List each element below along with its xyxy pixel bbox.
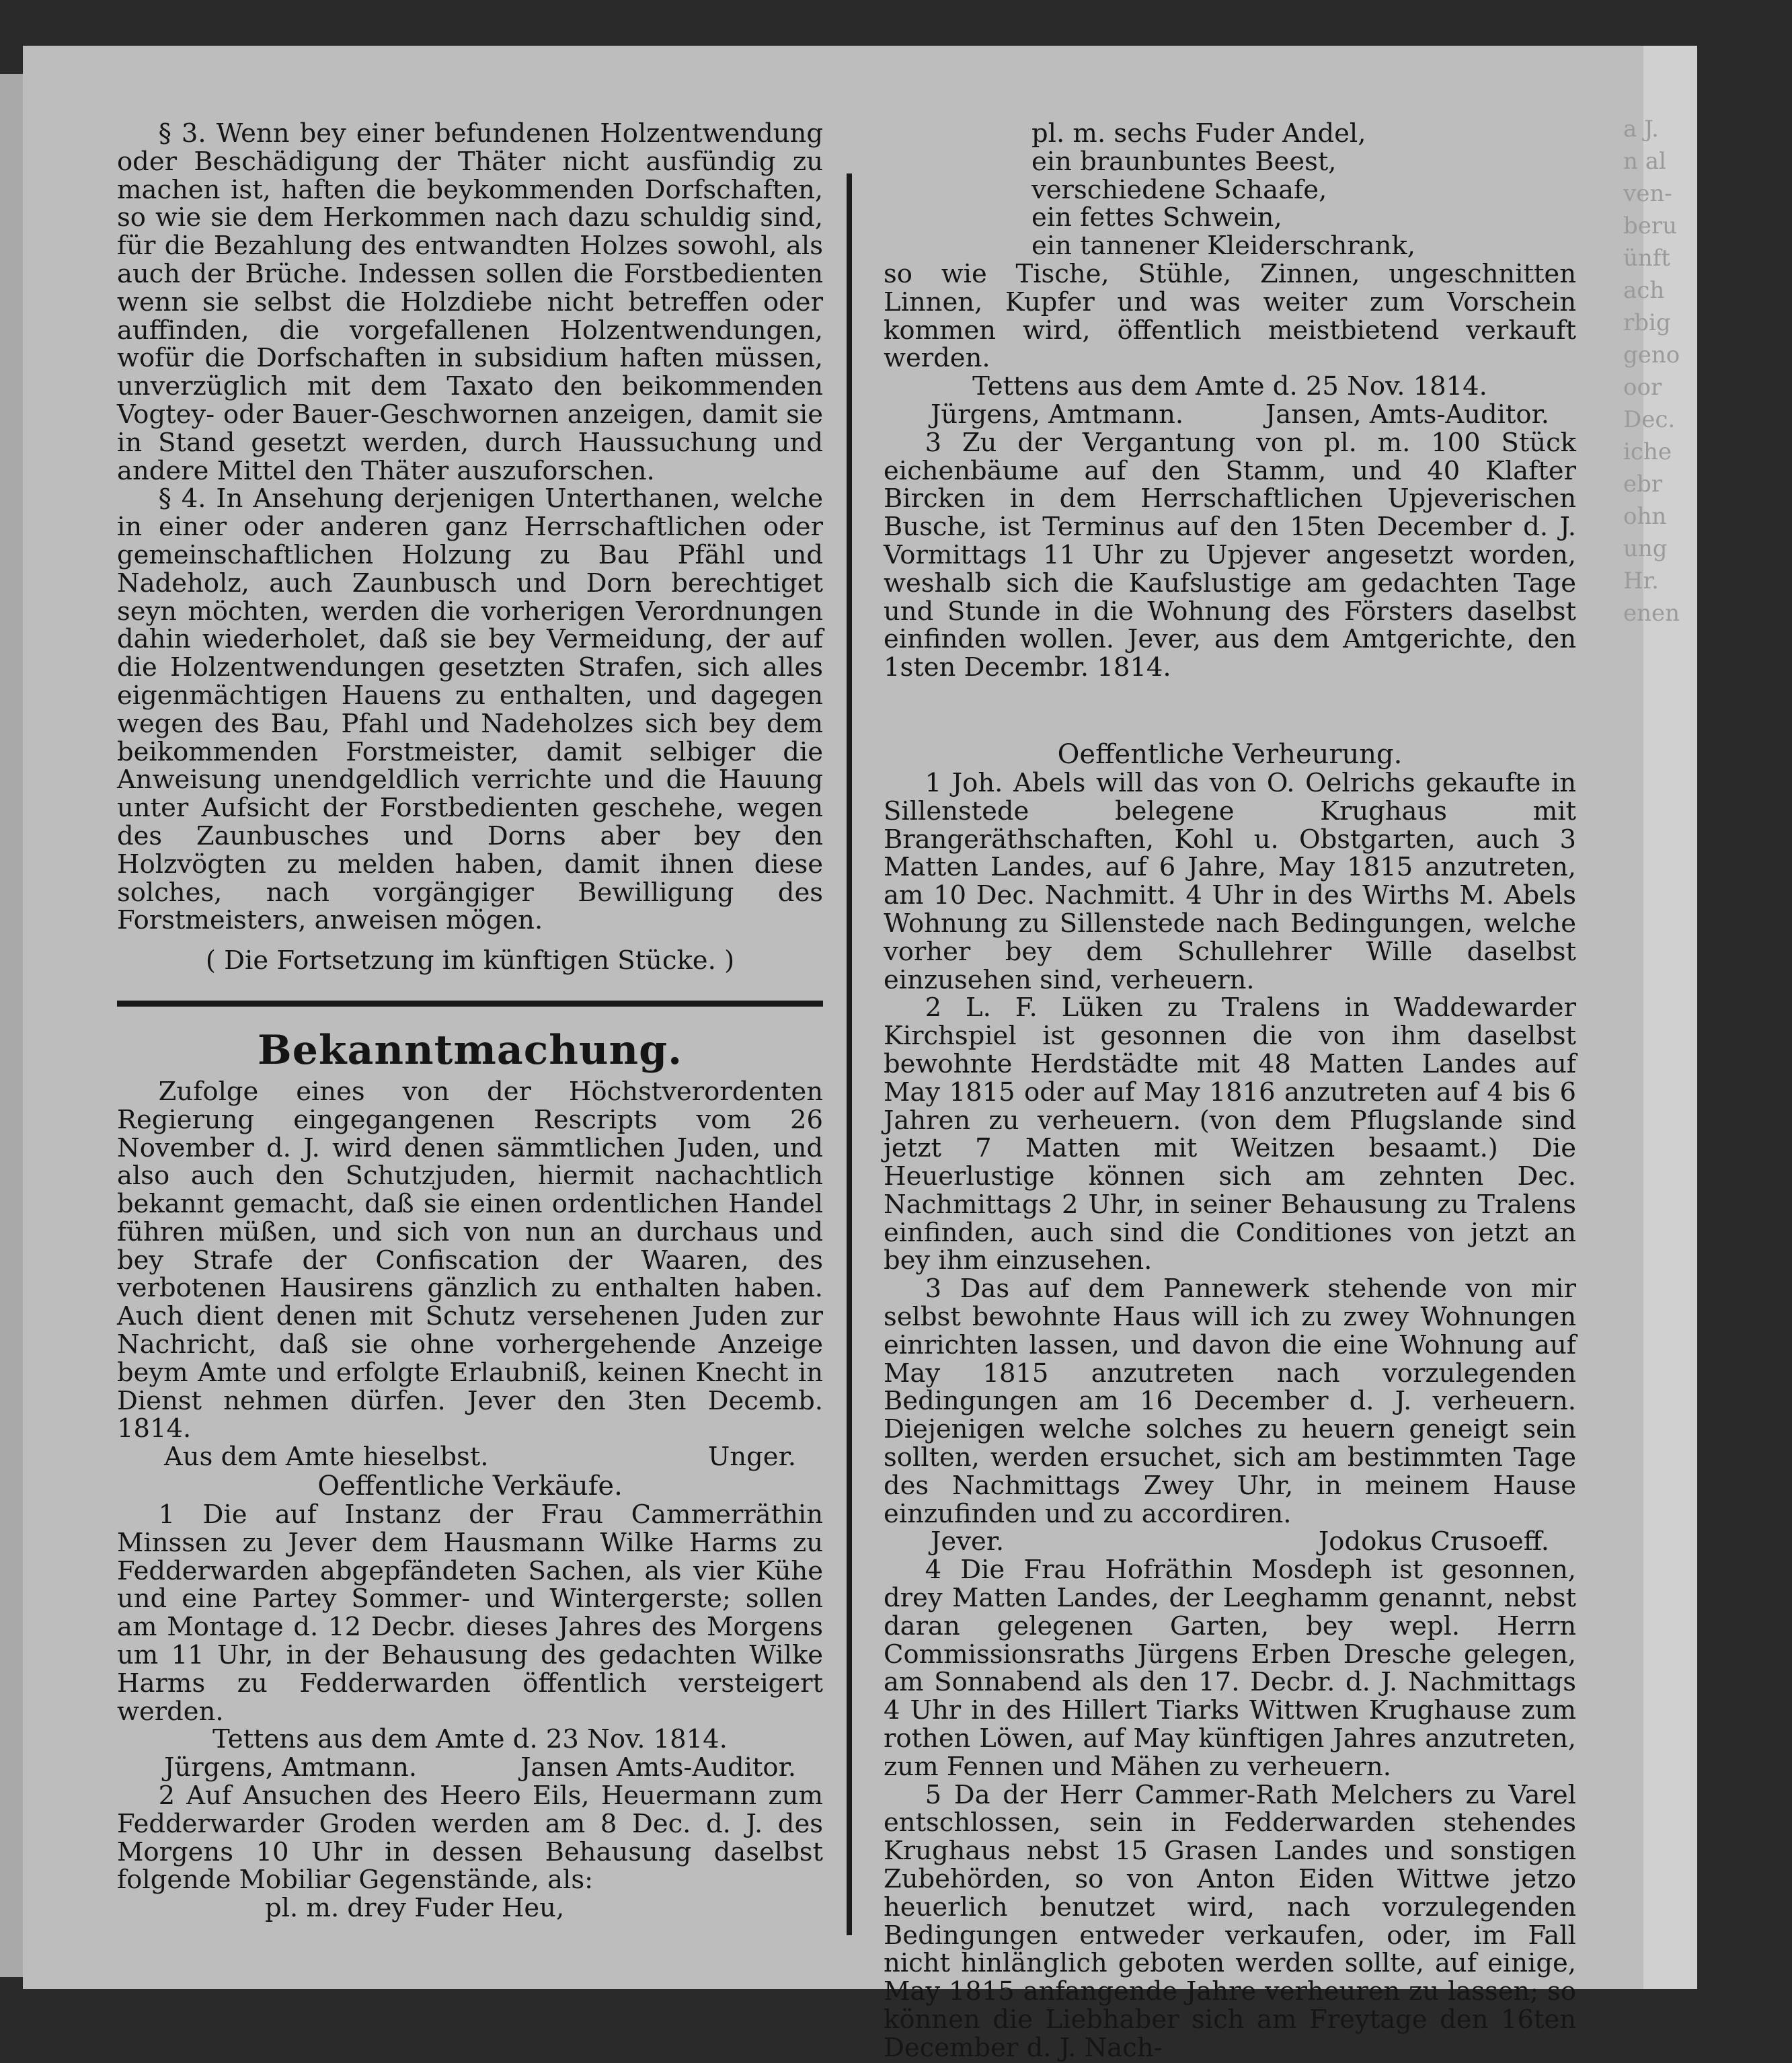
rental-2-text: 2 L. F. Lüken zu Tralens in Waddewarder Kirchspiel ist gesonnen die von ihm daselbst bewohnte Herdstädte mit 48 Matten Landes auf May 1815 oder auf May 1816 anzutreten auf 4 bis 6 Jahren zu verheuern. (von dem Pflugslande sind jetzt 7 Matten mit Weitzen besaamt.) Die Heuerlustige können sich am zehnten Dec. Nachmittags 2 Uhr, in seiner Behausung zu Tralens einfinden, auch sind die Conditiones von jetzt an bey ihm einzusehen. xyxy=(884,992,1576,1276)
sale-1-signature xyxy=(117,1754,823,1782)
sale-2-signer-left: Jürgens, Amtmann. xyxy=(931,399,1184,430)
bleed-line: a J. xyxy=(1623,116,1659,143)
bleed-line: n al xyxy=(1623,148,1666,175)
rental-3-signer: Jodokus Crusoeff. xyxy=(1318,1526,1549,1557)
newspaper-page xyxy=(23,46,1697,2063)
bleed-line: rbig xyxy=(1623,309,1671,336)
announcement-office: Aus dem Amte hieselbst. xyxy=(164,1442,489,1473)
bleed-line: iche xyxy=(1623,438,1672,465)
sale-2-signature xyxy=(884,401,1576,429)
sale-2-item: ein fettes Schwein, xyxy=(1031,202,1282,233)
right-column xyxy=(884,120,1576,2062)
announcement-signer: Unger. xyxy=(707,1442,796,1473)
sale-2-item: pl. m. sechs Fuder Andel, xyxy=(1031,118,1366,149)
sale-2-continuation: so wie Tische, Stühle, Zinnen, ungeschnitten Linnen, Kupfer und was weiter zum Vorschein kommen wird, öffentlich meistbietend verkauft werden. xyxy=(884,258,1576,374)
sale-2-item: ein tannener Kleiderschrank, xyxy=(1031,231,1415,262)
bleed-line: Hr. xyxy=(1623,568,1659,594)
left-column xyxy=(117,120,823,1922)
bleed-line: ünft xyxy=(1623,245,1671,272)
adjacent-page-edge xyxy=(0,74,23,1977)
bleed-line: geno xyxy=(1623,342,1680,368)
sale-2-signer-right: Jansen, Amts-Auditor. xyxy=(1265,399,1549,430)
column-divider xyxy=(847,173,852,1935)
sales-heading: Oeffentliche Verkäufe. xyxy=(317,1471,623,1502)
bleed-line: enen xyxy=(1623,600,1680,627)
rental-heading: Oeffentliche Verheurung. xyxy=(1057,738,1403,770)
paragraph-section-4: § 4. In Ansehung derjenigen Unterthanen, welche in einer oder anderen ganz Herrschaftlichen oder gemeinschaftlichen Holzung zu Bau Pfähl und Nadeholz, auch Zaunbusch und Dorn berechtiget seyn möchten, werden die vorherigen Verordnungen dahin wiederholet, daß sie bey Vermeidung, der auf die Holzentwendungen gesetzten Strafen, sich alles eigenmächtigen Hauens zu enthalten, und dagegen wegen des Bau, Pfahl und Nadeholzes sich bey dem beikommenden Forstmeister, damit selbiger die Anweisung unendgeldlich verrichte und die Hauung unter Aufsicht der Forstbedienten geschehe, wegen des Zaunbusches und Dorns aber bey den Holzvögten zu melden haben, damit ihnen diese solches, nach vorgängiger Bewilligung des Forstmeisters, anweisen mögen. xyxy=(117,483,823,936)
sale-2-text: 2 Auf Ansuchen des Heero Eils, Heuermann zum Fedderwarder Groden werden am 8 Dec. d. J. des Morgens 10 Uhr in dessen Behausung daselbst folgende Mobiliar Gegenstände, als: xyxy=(117,1781,823,1896)
spacer xyxy=(884,682,1576,740)
sale-1-signer-left: Jürgens, Amtmann. xyxy=(164,1752,418,1783)
bleed-line: ung xyxy=(1623,535,1668,562)
announcement-heading: Bekanntmachung. xyxy=(258,1026,683,1074)
bleed-line: ach xyxy=(1623,277,1665,304)
bleed-through-text xyxy=(1623,46,1697,2056)
sale-1-date: Tettens aus dem Amte d. 23 Nov. 1814. xyxy=(212,1724,728,1755)
section-rule xyxy=(117,1001,823,1007)
bleed-line: ebr xyxy=(1623,471,1663,498)
announcement-signature xyxy=(117,1443,823,1471)
sale-2-date: Tettens aus dem Amte d. 25 Nov. 1814. xyxy=(972,371,1487,402)
rental-1-text: 1 Joh. Abels will das von O. Oelrichs gekaufte in Sillenstede belegene Krughaus mit Brangeräthschaften, Kohl u. Obstgarten, auch 3 Matten Landes, auf 6 Jahre, May 1815 anzutreten, am 10 Dec. Nachmitt. 4 Uhr in des Wirths M. Abels Wohnung zu Sillenstede nach Bedingungen, welche vorher bey dem Schullehrer Wille daselbst einzusehen sind, verheuern. xyxy=(884,767,1576,995)
rental-3-text: 3 Das auf dem Pannewerk stehende von mir selbst bewohnte Haus will ich zu zwey Wohnungen einrichten lassen, und davon die eine Wohnung auf May 1815 anzutreten nach vorzulegenden Bedingungen am 16 December d. J. verheuern. Diejenigen welche solches zu heuern geneigt sein sollten, werden ersuchet, sich am bestimmten Tage des Nachmittags Zwey Uhr, in meinem Hause einzufinden und zu accordiren. xyxy=(884,1274,1576,1529)
announcement-text: Zufolge eines von der Höchstverordenten Regierung eingegangenen Rescripts vom 26 November d. J. wird denen sämmtlichen Juden, und also auch den Schutzjuden, hiermit nachachtlich bekannt gemacht, daß sie einen ordentlichen Handel führen müßen, und sich von nun an durchaus und bey Strafe der Confiscation der Waaren, des verbotenen Hausirens gänzlich zu enthalten haben. Auch dient denen mit Schutz versehenen Juden zur Nachricht, daß sie ohne vorhergehende Anzeige beym Amte und erfolgte Erlaubniß, keinen Knecht in Dienst nehmen dürfen. Jever den 3ten Decemb. 1814. xyxy=(117,1076,823,1444)
bleed-line: beru xyxy=(1623,212,1678,239)
sale-2-item: ein braunbuntes Beest, xyxy=(1031,146,1337,177)
sale-1-signer-right: Jansen Amts-Auditor. xyxy=(520,1752,796,1783)
bleed-line: oor xyxy=(1623,374,1662,401)
bleed-line: Dec. xyxy=(1623,406,1676,433)
sale-2-item: verschiedene Schaafe, xyxy=(1031,174,1327,205)
rental-4-text: 4 Die Frau Hofräthin Mosdeph ist gesonnen, drey Matten Landes, der Leeghamm genannt, nebst daran gelegenen Garten, bey wepl. Herrn Commissionsraths Jürgens Erben Dresche gelegen, am Sonnabend als den 17. Decbr. d. J. Nachmittags 4 Uhr in des Hillert Tiarks Wittwen Krughause zum rothen Löwen, auf May künftigen Jahres anzutreten, zum Fennen und Mähen zu verheuern. xyxy=(884,1555,1576,1782)
bleed-line: ven- xyxy=(1623,180,1672,207)
rental-3-place: Jever. xyxy=(931,1526,1005,1557)
rental-3-signature xyxy=(884,1528,1576,1556)
sale-2-item: pl. m. drey Fuder Heu, xyxy=(265,1893,565,1924)
continuation-note: ( Die Fortsetzung im künftigen Stücke. ) xyxy=(205,945,735,976)
paragraph-section-3: § 3. Wenn bey einer befundenen Holzentwendung oder Beschädigung der Thäter nicht ausfündig zu machen ist, haften die beykommenden Dorfschaften, so wie sie dem Herkommen nach dazu schuldig sind, für die Bezahlung des entwandten Holzes sowohl, als auch der Brüche. Indessen sollen die Forstbedienten wenn sie selbst die Holzdiebe nicht betreffen oder auffinden, die vorgefallenen Holzentwendungen, wofür die Dorfschaften in subsidium haften müssen, unverzüglich mit dem Taxato den beikommenden Vogtey- oder Bauer-Geschwornen anzeigen, damit sie in Stand gesetzt werden, durch Haussuchung und andere Mittel den Thäter auszuforschen. xyxy=(117,118,823,486)
sale-1-text: 1 Die auf Instanz der Frau Cammerräthin Minssen zu Jever dem Hausmann Wilke Harms zu Fedderwarden abgepfändeten Sachen, als vier Kühe und eine Partey Sommer- und Wintergerste; sollen am Montage d. 12 Decbr. dieses Jahres des Morgens um 11 Uhr, in der Behausung des gedachten Wilke Harms zu Fedderwarden öffentlich versteigert werden. xyxy=(117,1500,823,1727)
rental-5-text: 5 Da der Herr Cammer-Rath Melchers zu Varel entschlossen, sein in Fedderwarden stehendes Krughaus nebst 15 Grasen Landes und sonstigen Zubehörden, so von Anton Eiden Wittwe jetzo heuerlich benutzet wird, nach vorzulegenden Bedingungen entweder verkaufen, oder, im Fall nicht hinlänglich geboten werden sollte, auf einige, May 1815 anfangende Jahre verheuren zu lassen; so können die Liebhaber sich am Freytage den 16ten December d. J. Nach- xyxy=(884,1779,1576,2063)
sale-3-text: 3 Zu der Vergantung von pl. m. 100 Stück eichenbäume auf den Stamm, und 40 Klafter Bircken in dem Herrschaftlichen Upjeverischen Busche, ist Terminus auf den 15ten December d. J. Vormittags 11 Uhr zu Upjever angesetzt worden, weshalb sich die Kaufslustige am gedachten Tage und Stunde in die Wohnung des Försters daselbst einfinden wollen. Jever, aus dem Amtgerichte, den 1sten Decembr. 1814. xyxy=(884,427,1576,683)
bleed-line: ohn xyxy=(1623,503,1667,530)
